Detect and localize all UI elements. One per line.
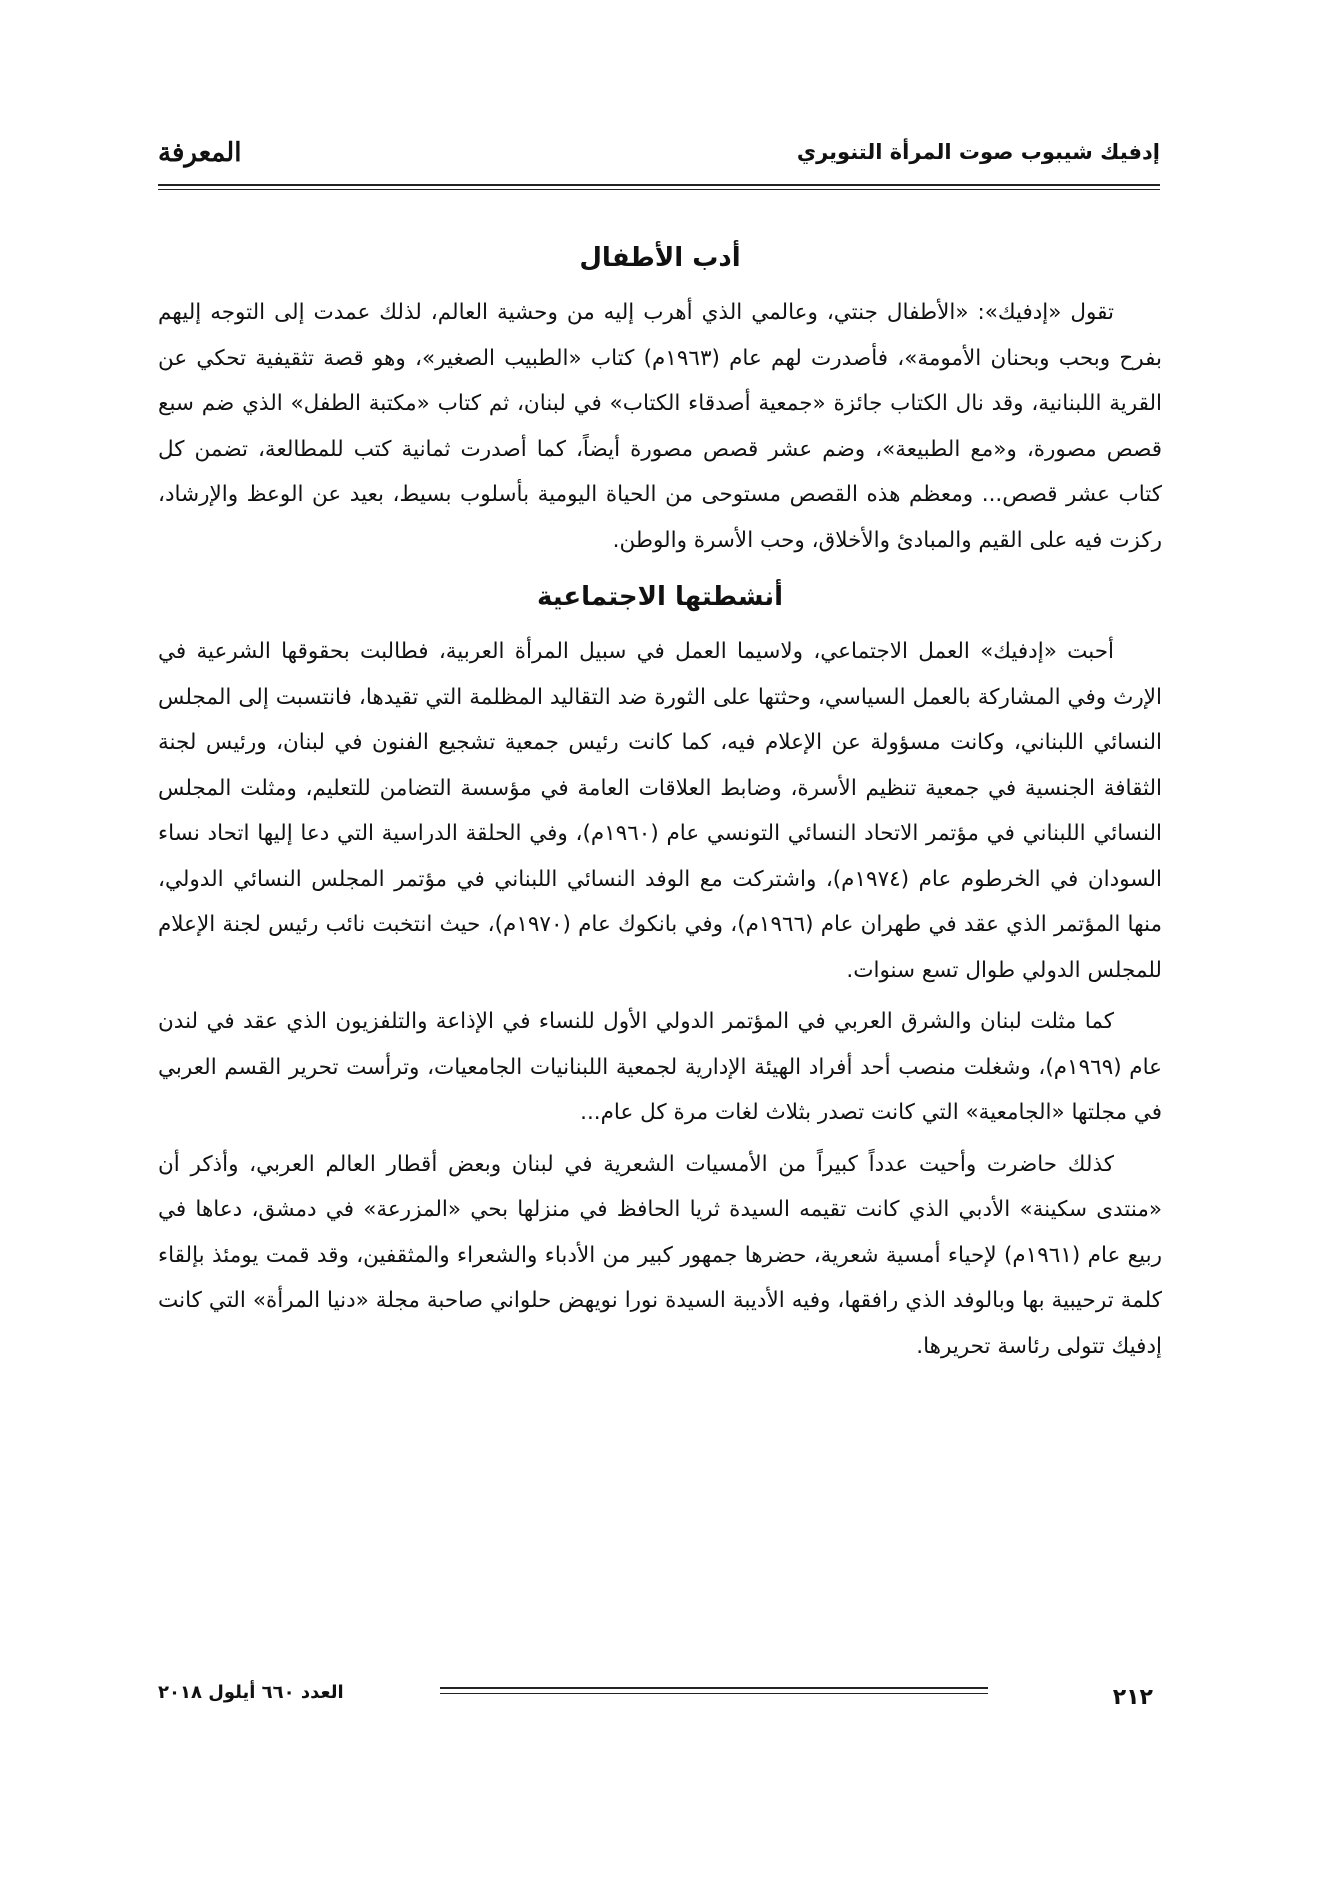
header-rule-thin (158, 189, 1160, 190)
paragraph: كما مثلت لبنان والشرق العربي في المؤتمر الدولي الأول للنساء في الإذاعة والتلفزيون الذي عقد في لندن عام (١٩٦٩م)، وشغلت منصب أحد أفراد الهيئة الإدارية لجمعية اللبنانيات الجامعيات، وترأست تحرير القسم العربي في مجلتها «الجامعية» التي كانت تصدر بثلاث لغات مرة كل عام... (158, 1009, 1162, 1125)
page-number: ٢١٢ (1112, 1685, 1153, 1710)
header-rule (158, 184, 1160, 186)
article-body (158, 238, 1162, 1369)
section-heading-social-activities: أنشطتها الاجتماعية (536, 582, 783, 612)
issue-info: العدد ٦٦٠ أيلول ٢٠١٨ (158, 1682, 344, 1703)
running-title: إدفيك شيبوب صوت المرأة التنويري (796, 140, 1160, 164)
section-heading-children-literature: أدب الأطفال (579, 243, 741, 273)
paragraph: تقول «إدفيك»: «الأطفال جنتي، وعالمي الذي أهرب إليه من وحشية العالم، لذلك عمدت إلى التوجه إليهم بفرح وبحب وبحنان الأمومة»، فأصدرت لهم عام (١٩٦٣م) كتاب «الطبيب الصغير»، وهو قصة تثقيفية تحكي عن القرية اللبنانية، وقد نال الكتاب جائزة «جمعية أصدقاء الكتاب» في لبنان، ثم كتاب «مكتبة الطفل» الذي ضم سبع قصص مصورة، و«مع الطبيعة»، وضم عشر قصص مصورة أيضاً، كما أصدرت ثمانية كتب للمطالعة، تضمن كل كتاب عشر قصص... ومعظم هذه القصص مستوحى من الحياة اليومية بأسلوب بسيط، بعيد عن الوعظ والإرشاد، ركزت فيه على القيم والمبادئ والأخلاق، وحب الأسرة والوطن. (158, 300, 1162, 553)
paragraph: أحبت «إدفيك» العمل الاجتماعي، ولاسيما العمل في سبيل المرأة العربية، فطالبت بحقوقها الشرعية في الإرث وفي المشاركة بالعمل السياسي، وحثتها على الثورة ضد التقاليد المظلمة التي تقيدها، فانتسبت إلى المجلس النسائي اللبناني، وكانت مسؤولة عن الإعلام فيه، كما كانت رئيس جمعية تشجيع الفنون في لبنان، ورئيس لجنة الثقافة الجنسية في جمعية تنظيم الأسرة، وضابط العلاقات العامة في مؤسسة التضامن للتعليم، ومثلت المجلس النسائي اللبناني في مؤتمر الاتحاد النسائي التونسي عام (١٩٦٠م)، وفي الحلقة الدراسية التي دعا إليها اتحاد نساء السودان في الخرطوم عام (١٩٧٤م)، واشتركت مع الوفد النسائي اللبناني في مؤتمر المجلس النسائي الدولي، منها المؤتمر الذي عقد في طهران عام (١٩٦٦م)، وفي بانكوك عام (١٩٧٠م)، حيث انتخبت نائب رئيس لجنة الإعلام للمجلس الدولي طوال تسع سنوات. (158, 639, 1163, 983)
page-header (158, 138, 1160, 180)
footer-rule-thin (440, 1693, 988, 1694)
footer-rule (440, 1687, 988, 1689)
magazine-logo: المعرفة (158, 138, 242, 168)
paragraph: كذلك حاضرت وأحيت عدداً كبيراً من الأمسيات الشعرية في لبنان وبعض أقطار العالم العربي، وأذكر أن «منتدى سكينة» الأدبي الذي كانت تقيمه السيدة ثريا الحافظ في منزلها بحي «المزرعة» في دمشق، دعاها في ربيع عام (١٩٦١م) لإحياء أمسية شعرية، حضرها جمهور كبير من الأدباء والشعراء والمثقفين، وقد قمت يومئذ بإلقاء كلمة ترحيبية بها وبالوفد الذي رافقها، وفيه الأديبة السيدة نورا نويهض حلواني صاحبة مجلة «دنيا المرأة» التي كانت إدفيك تتولى رئاسة تحريرها. (158, 1151, 1162, 1359)
